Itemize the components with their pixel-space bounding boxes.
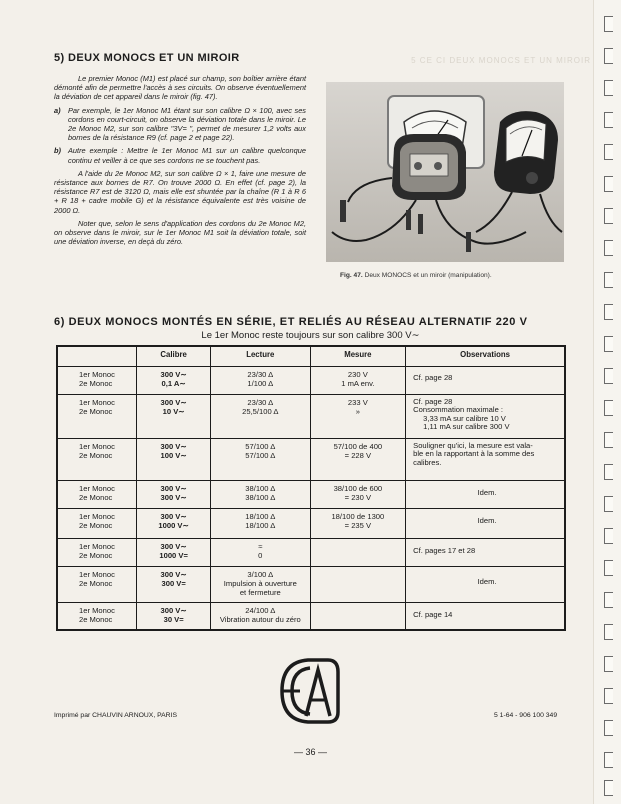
- binding-hole: [604, 688, 613, 704]
- binding-hole: [604, 432, 613, 448]
- cell-appareils: 1er Monoc 2e Monoc: [57, 394, 137, 438]
- cell-calibre: 300 V∼ 100 V∼: [137, 438, 211, 480]
- cell-calibre: 300 V∼ 1000 V=: [137, 538, 211, 566]
- cell-mesure: [310, 538, 406, 566]
- table-row: [57, 602, 565, 630]
- binding-hole: [604, 624, 613, 640]
- binding-hole: [604, 240, 613, 256]
- binding-hole: [604, 656, 613, 672]
- cell-lecture: 24/100 Δ Vibration autour du zéro: [211, 602, 311, 630]
- cell-appareils: 1er Monoc 2e Monoc: [57, 438, 137, 480]
- cell-appareils: 1er Monoc 2e Monoc: [57, 480, 137, 508]
- binding-hole: [604, 592, 613, 608]
- binding-hole: [604, 208, 613, 224]
- cell-lecture: 23/30 Δ 25,5/100 Δ: [211, 394, 311, 438]
- document-code: 5 1-64 - 906 100 349: [494, 712, 558, 719]
- binding-hole: [604, 176, 613, 192]
- table-row: [57, 508, 565, 538]
- binding-hole: [604, 80, 613, 96]
- spiral-binding-strip: [593, 0, 621, 804]
- cell-observations: Cf. page 28 Consommation maximale : 3,33 mA sur calibre 10 V 1,11 mA sur calibre 300 V: [406, 394, 565, 438]
- cell-appareils: 1er Monoc 2e Monoc: [57, 602, 137, 630]
- cell-lecture: 57/100 Δ 57/100 Δ: [211, 438, 311, 480]
- cell-lecture: 3/100 Δ Impulsion à ouverture et fermeture: [211, 566, 311, 602]
- header-calibre: Calibre: [137, 346, 211, 366]
- cell-observations: Cf. page 28: [406, 366, 565, 394]
- printer-imprint: Imprimé par CHAUVIN ARNOUX, PARIS: [54, 712, 177, 719]
- cell-lecture: 23/30 Δ 1/100 Δ: [211, 366, 311, 394]
- cell-calibre: 300 V∼ 300 V∼: [137, 480, 211, 508]
- section-5-heading: 5) DEUX MONOCS ET UN MIROIR: [54, 52, 240, 64]
- table-row: [57, 538, 565, 566]
- cell-lecture: ≈ 0: [211, 538, 311, 566]
- cell-mesure: 57/100 de 400 = 228 V: [310, 438, 406, 480]
- cell-observations: Idem.: [406, 508, 565, 538]
- resistance-paragraph: A l'aide du 2e Monoc M2, sur son calibre Ω × 1, faire une mesure de résistance aux bornes de R7. On trouve 2000 Ω. En effet (cf. page 2), la résistance R7 est de 3120 Ω, mais elle est shuntée par la chaîne (R 1 à R 6 + R 18 + cadre mobile G) et la résistance équivalente est très voisine de 2000 Ω.: [54, 168, 306, 215]
- binding-hole: [604, 368, 613, 384]
- example-a: [54, 106, 306, 147]
- cell-appareils: 1er Monoc 2e Monoc: [57, 508, 137, 538]
- cell-mesure: 233 V »: [310, 394, 406, 438]
- table-header-row: [57, 346, 565, 366]
- binding-hole: [604, 48, 613, 64]
- binding-hole: [604, 780, 613, 796]
- cell-observations: Idem.: [406, 566, 565, 602]
- table-row: [57, 366, 565, 394]
- section-5-body: [54, 74, 306, 250]
- binding-hole: [604, 16, 613, 32]
- cell-mesure: [310, 566, 406, 602]
- section-6-subtitle: Le 1er Monoc reste toujours sur son calibre 300 V∼: [201, 330, 420, 341]
- header-lecture: Lecture: [211, 346, 311, 366]
- binding-hole: [604, 720, 613, 736]
- section-6-heading: 6) DEUX MONOCS MONTÉS EN SÉRIE, ET RELIÉS AU RÉSEAU ALTERNATIF 220 V: [54, 316, 528, 328]
- cell-mesure: 38/100 de 600 = 230 V: [310, 480, 406, 508]
- binding-hole: [604, 496, 613, 512]
- cell-observations: Cf. page 14: [406, 602, 565, 630]
- measurement-table: [56, 345, 566, 631]
- ca-logo-icon: [278, 654, 342, 728]
- binding-hole: [604, 144, 613, 160]
- cell-observations: Souligner qu'ici, la mesure est vala- ble en la rapportant à la somme des calibres.: [406, 438, 565, 480]
- cell-calibre: 300 V∼ 1000 V∼: [137, 508, 211, 538]
- cell-calibre: 300 V∼ 300 V=: [137, 566, 211, 602]
- header-observations: Observations: [406, 346, 565, 366]
- intro-paragraph: Le premier Monoc (M1) est placé sur champ, son boîtier arrière étant démonté afin de permettre l'accès à ses circuits. On observe éventuellement la déviation de cet appareil dans le miroir (fig. 47).: [54, 74, 306, 102]
- table-row: [57, 566, 565, 602]
- header-appareil: [57, 346, 137, 366]
- example-a-text: Par exemple, le 1er Monoc M1 étant sur son calibre Ω × 100, avec ses cordons en court-circuit, on observe la déviation totale dans le miroir. Le 2e Monoc M2, sur son calibre "3V= ", permet de mesurer 1,2 volts aux bornes de la résistance R9 (cf. page 2 et page 22).: [68, 105, 306, 143]
- cell-observations: Cf. pages 17 et 28: [406, 538, 565, 566]
- example-b-text: Autre exemple : Mettre le 1er Monoc M1 sur un calibre quelconque continu et veiller à ce que ses cordons ne se touchent pas.: [68, 146, 306, 165]
- binding-hole: [604, 112, 613, 128]
- binding-hole: [604, 272, 613, 288]
- cell-calibre: 300 V∼ 10 V∼: [137, 394, 211, 438]
- example-a-label: a): [54, 105, 61, 115]
- two-monocs-mirror-image: [326, 82, 564, 262]
- binding-hole: [604, 400, 613, 416]
- header-mesure: Mesure: [310, 346, 406, 366]
- chauvin-arnoux-logo: [278, 654, 342, 728]
- table-row: [57, 438, 565, 480]
- cell-mesure: 18/100 de 1300 = 235 V: [310, 508, 406, 538]
- cell-mesure: [310, 602, 406, 630]
- note-paragraph: Noter que, selon le sens d'application des cordons du 2e Monoc M2, on observe dans le miroir, sur le 1er Monoc M1 soit la déviation totale, soit une déviation inverse, en deçà du zéro.: [54, 218, 306, 247]
- cell-appareils: 1er Monoc 2e Monoc: [57, 566, 137, 602]
- binding-hole: [604, 560, 613, 576]
- binding-hole: [604, 304, 613, 320]
- cell-lecture: 18/100 Δ 18/100 Δ: [211, 508, 311, 538]
- cell-mesure: 230 V 1 mA env.: [310, 366, 406, 394]
- figure-caption-label: Fig. 47.: [340, 272, 363, 279]
- figure-caption: [340, 272, 492, 279]
- show-through-text: 5 CE CI DEUX MONOCS ET UN MIROIR: [411, 56, 591, 65]
- table-row: [57, 394, 565, 438]
- example-b: [54, 146, 306, 168]
- binding-hole: [604, 528, 613, 544]
- figure-47-photo: [326, 82, 564, 262]
- table-row: [57, 480, 565, 508]
- cell-calibre: 300 V∼ 0,1 A∼: [137, 366, 211, 394]
- cell-calibre: 300 V∼ 30 V=: [137, 602, 211, 630]
- cell-appareils: 1er Monoc 2e Monoc: [57, 366, 137, 394]
- cell-lecture: 38/100 Δ 38/100 Δ: [211, 480, 311, 508]
- figure-caption-text: Deux MONOCS et un miroir (manipulation).: [364, 272, 492, 279]
- cell-observations: Idem.: [406, 480, 565, 508]
- binding-hole: [604, 464, 613, 480]
- cell-appareils: 1er Monoc 2e Monoc: [57, 538, 137, 566]
- example-b-label: b): [54, 146, 61, 156]
- page-number: — 36 —: [293, 747, 327, 757]
